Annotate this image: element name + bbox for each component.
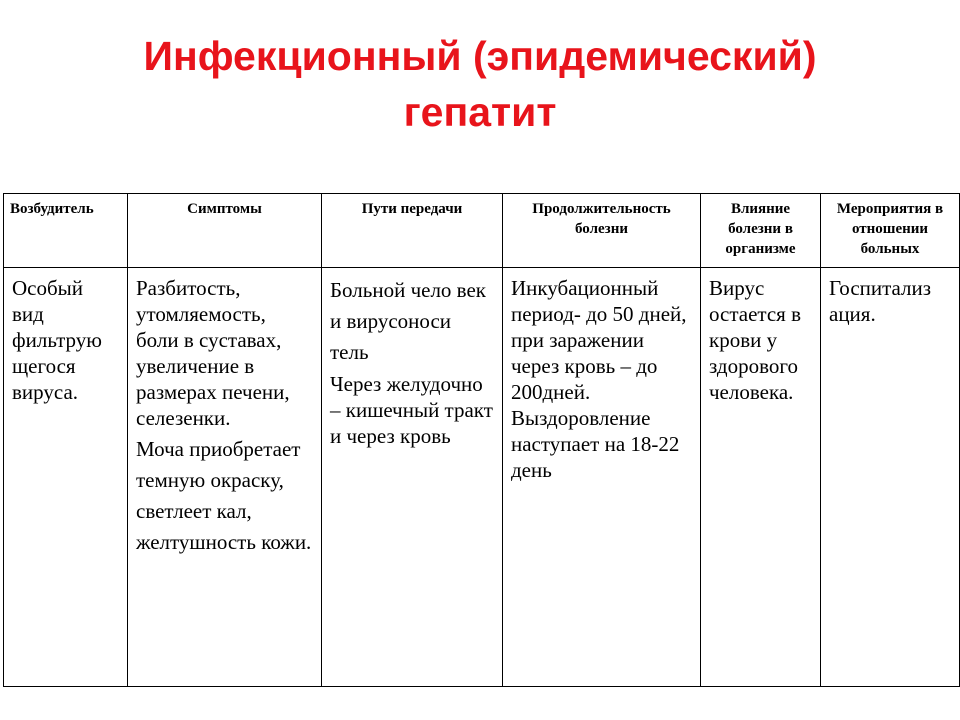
cell-symptoms: [128, 268, 322, 687]
header-symptoms: Симптомы: [128, 194, 322, 268]
slide-title-line-2: гепатит: [403, 89, 557, 135]
header-pathogen: Возбудитель: [4, 194, 128, 268]
hepatitis-table: [3, 193, 960, 687]
cell-transmission-text-2: Через желудочно – кишечный тракт и через кровь: [330, 372, 493, 448]
table-header-row: [4, 194, 960, 268]
cell-measures-text: Госпитализ ация.: [829, 276, 932, 326]
header-duration: Продолжительность болезни: [503, 194, 701, 268]
cell-effect: [701, 268, 821, 687]
cell-pathogen: [4, 268, 128, 687]
cell-duration: [503, 268, 701, 687]
cell-symptoms-text-1: Разбитость, утомляемость, боли в суставах, увеличение в размерах печени, селезенки.: [136, 276, 290, 430]
cell-symptoms-text-2: Моча приобретает темную окраску, светлеет кал, желтушность кожи.: [136, 437, 312, 554]
cell-transmission: [322, 268, 503, 687]
cell-pathogen-text: Особый вид фильтрую щегося вируса.: [12, 276, 102, 404]
table-row: [4, 268, 960, 687]
cell-duration-text: Инкубационный период- до 50 дней, при заражении через кровь – до 200дней. Выздоровление наступает на 18-22 день: [511, 276, 687, 482]
header-transmission: Пути передачи: [322, 194, 503, 268]
slide-title-line-1: Инфекционный (эпидемический): [143, 33, 817, 79]
header-effect: Влияние болезни в организме: [701, 194, 821, 268]
slide-title: [0, 28, 960, 140]
cell-transmission-text-1: Больной чело век и вирусоноси тель: [330, 278, 486, 364]
cell-measures: [821, 268, 960, 687]
cell-effect-text: Вирус остается в крови у здорового человека.: [709, 276, 801, 404]
header-measures: Мероприятия в отношении больных: [821, 194, 960, 268]
